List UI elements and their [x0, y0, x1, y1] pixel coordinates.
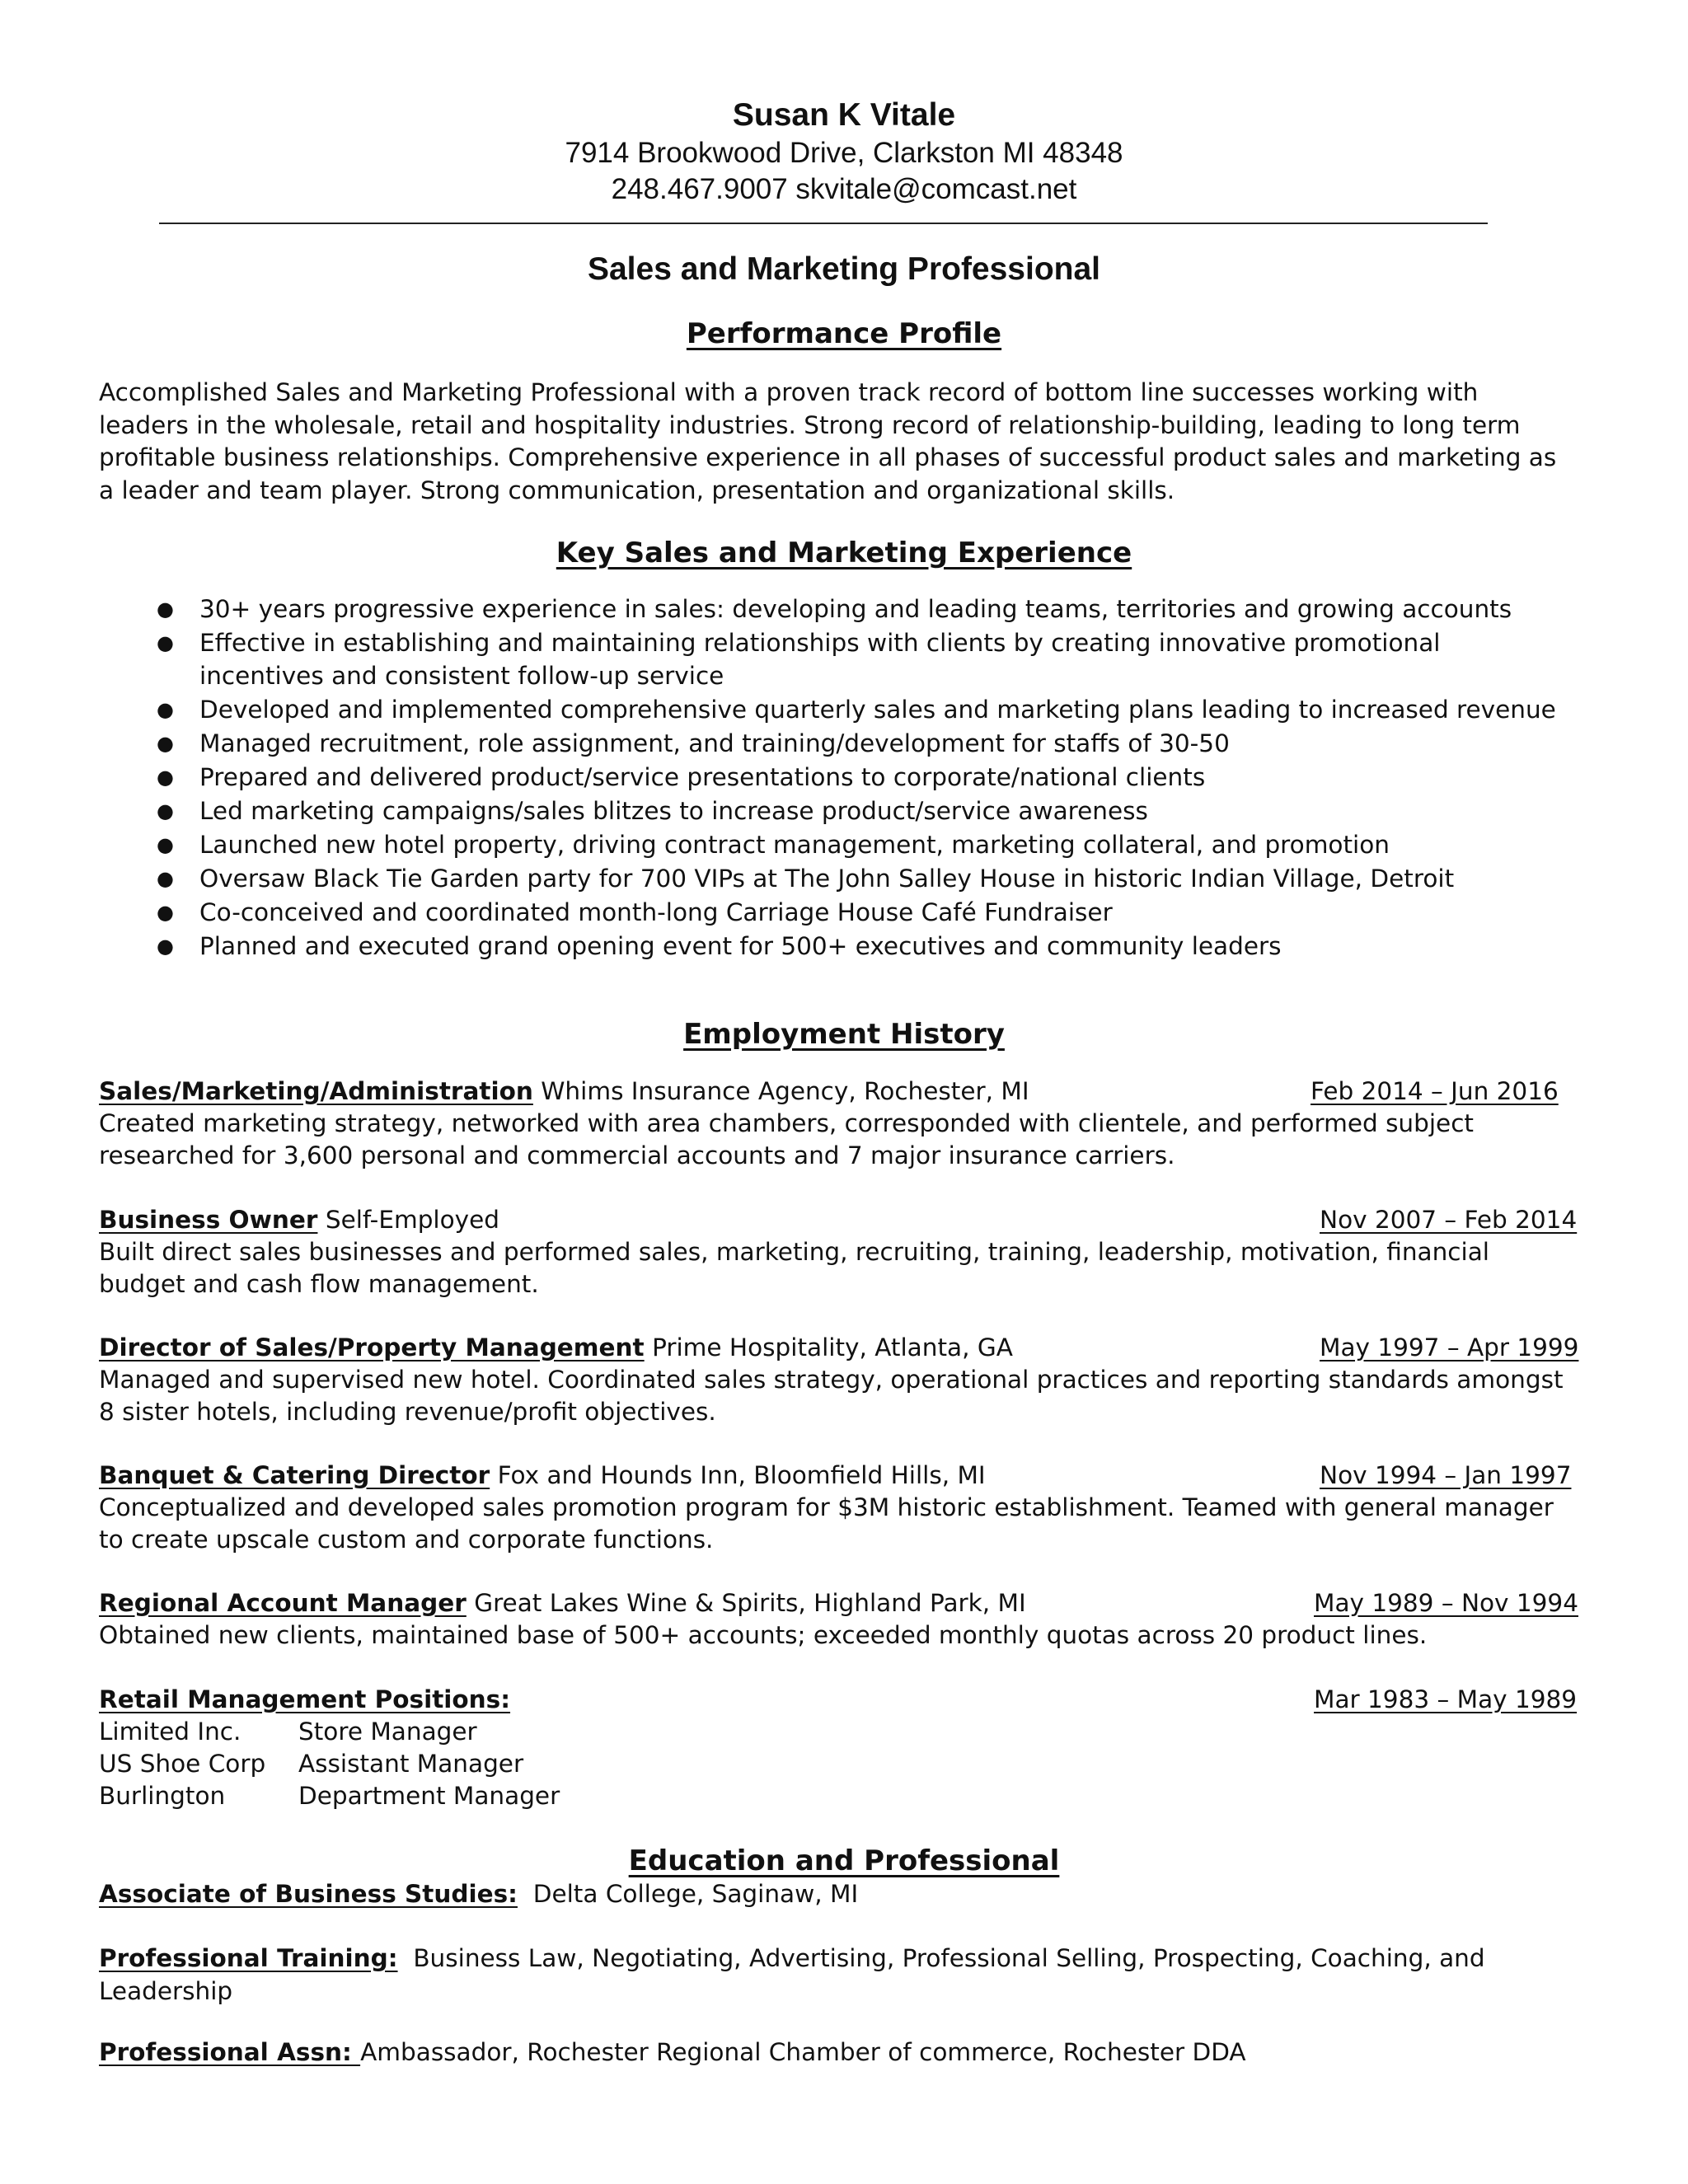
list-item: ● Oversaw Black Tie Garden party for 700 VIPs at The John Salley House in historic Indian Village, Detroit [157, 864, 1455, 893]
retail-position: Assistant Manager [298, 1750, 524, 1778]
section-title-education: Education and Professional [628, 1844, 1060, 1877]
list-item: ● Prepared and delivered product/service presentations to corporate/national clients [157, 762, 1206, 791]
job-description: Created marketing strategy, networked with area chambers, corresponded with clientele, and performed subject [99, 1109, 1474, 1137]
job-company: Great Lakes Wine & Spirits, Highland Park, MI [474, 1589, 1026, 1617]
job-description: budget and cash flow management. [99, 1270, 539, 1298]
section-title-experience: Key Sales and Marketing Experience [556, 537, 1132, 569]
job-description: Built direct sales businesses and performed sales, marketing, recruiting, training, leadership, motivation, financial [99, 1238, 1489, 1266]
job-role: Sales/Marketing/Administration [99, 1077, 533, 1105]
job-description: Conceptualized and developed sales promotion program for $3M historic establishment. Teamed with general manager [99, 1493, 1554, 1521]
retail-position: Department Manager [298, 1782, 560, 1810]
job-description: Obtained new clients, maintained base of 500+ accounts; exceeded monthly quotas across 20 product lines. [99, 1621, 1428, 1649]
job-dates: Feb 2014 – Jun 2016 [1311, 1077, 1559, 1105]
list-item: ● Planned and executed grand opening event for 500+ executives and community leaders [157, 931, 1282, 960]
job-role: Regional Account Manager [99, 1589, 467, 1617]
education-item [99, 2036, 1246, 2069]
section-title-profile: Performance Profile [686, 317, 1002, 350]
profile-line: a leader and team player. Strong communication, presentation and organizational skills. [99, 476, 1175, 504]
list-item: ● Co-conceived and coordinated month-long Carriage House Café Fundraiser [157, 898, 1113, 926]
job-dates: Mar 1983 – May 1989 [1314, 1685, 1578, 1713]
job-description: researched for 3,600 personal and commercial accounts and 7 major insurance carriers. [99, 1141, 1175, 1169]
job-company: Whims Insurance Agency, Rochester, MI [541, 1077, 1029, 1105]
job-company: Prime Hospitality, Atlanta, GA [652, 1333, 1013, 1361]
header-divider [159, 223, 1488, 224]
job-entry [99, 1460, 1582, 1556]
job-company: Fox and Hounds Inn, Bloomfield Hills, MI [497, 1461, 986, 1489]
education-label: Associate of Business Studies: [99, 1880, 518, 1908]
job-dates: May 1989 – Nov 1994 [1314, 1589, 1578, 1617]
profile-line: leaders in the wholesale, retail and hospitality industries. Strong record of relationship-building, leading to long term [99, 410, 1521, 439]
job-role: Business Owner [99, 1206, 318, 1234]
education-text: Ambassador, Rochester Regional Chamber of commerce, Rochester DDA [360, 2038, 1246, 2066]
candidate-contact: 248.467.9007 skvitale@comcast.net [611, 173, 1077, 205]
list-item: ● Launched new hotel property, driving contract management, marketing collateral, and promotion [157, 830, 1390, 859]
candidate-address: 7914 Brookwood Drive, Clarkston MI 48348 [565, 137, 1123, 169]
education-text: Delta College, Saginaw, MI [532, 1880, 859, 1908]
retail-company: Limited Inc. [99, 1718, 241, 1746]
education-text: Business Law, Negotiating, Advertising, Professional Selling, Prospecting, Coaching, and [413, 1944, 1485, 1972]
experience-list [99, 593, 1582, 964]
list-item [99, 1716, 477, 1748]
education-label: Professional Assn: [99, 2038, 361, 2066]
section-title-employment: Employment History [683, 1018, 1005, 1051]
profile-line: profitable business relationships. Comprehensive experience in all phases of successful product sales and marketing as [99, 443, 1557, 471]
candidate-name: Susan K Vitale [732, 97, 956, 133]
retail-position: Store Manager [298, 1718, 477, 1746]
profile-line: Accomplished Sales and Marketing Professional with a proven track record of bottom line successes working with [99, 378, 1479, 406]
job-role: Banquet & Catering Director [99, 1461, 490, 1489]
list-item: ● Effective in establishing and maintaining relationships with clients by creating innovative promotional incentives and consistent follow-up service [157, 629, 1441, 690]
job-description: Managed and supervised new hotel. Coordinated sales strategy, operational practices and reporting standards amongst [99, 1366, 1564, 1394]
list-item: ● 30+ years progressive experience in sales: developing and leading teams, territories and growing accounts [157, 595, 1512, 623]
retail-company: Burlington [99, 1782, 226, 1810]
professional-headline: Sales and Marketing Professional [587, 251, 1101, 287]
job-entry [99, 1587, 1582, 1652]
job-entry [99, 1076, 1582, 1172]
list-item [99, 1780, 560, 1812]
job-entry [99, 1684, 1582, 1716]
retail-company: US Shoe Corp [99, 1750, 266, 1778]
education-item [99, 1878, 858, 1911]
education-label: Professional Training: [99, 1944, 398, 1972]
job-description: 8 sister hotels, including revenue/profit objectives. [99, 1398, 716, 1426]
education-text-continued: Leadership [99, 1976, 233, 2005]
list-item: ● Developed and implemented comprehensive quarterly sales and marketing plans leading to increased revenue [157, 695, 1556, 724]
job-dates: Nov 2007 – Feb 2014 [1320, 1206, 1578, 1234]
job-entry [99, 1332, 1582, 1428]
job-role: Retail Management Positions: [99, 1685, 511, 1713]
list-item [99, 1748, 523, 1780]
list-item: ● Managed recruitment, role assignment, and training/development for staffs of 30-50 [157, 729, 1230, 757]
job-description: to create upscale custom and corporate functions. [99, 1526, 714, 1554]
job-dates: May 1997 – Apr 1999 [1320, 1333, 1579, 1361]
job-entry [99, 1204, 1582, 1301]
list-item: ● Led marketing campaigns/sales blitzes to increase product/service awareness [157, 796, 1148, 825]
profile-paragraph [99, 377, 1574, 507]
job-role: Director of Sales/Property Management [99, 1333, 645, 1361]
job-company: Self-Employed [325, 1206, 500, 1234]
education-item [99, 1943, 1485, 2008]
job-dates: Nov 1994 – Jan 1997 [1320, 1461, 1572, 1489]
